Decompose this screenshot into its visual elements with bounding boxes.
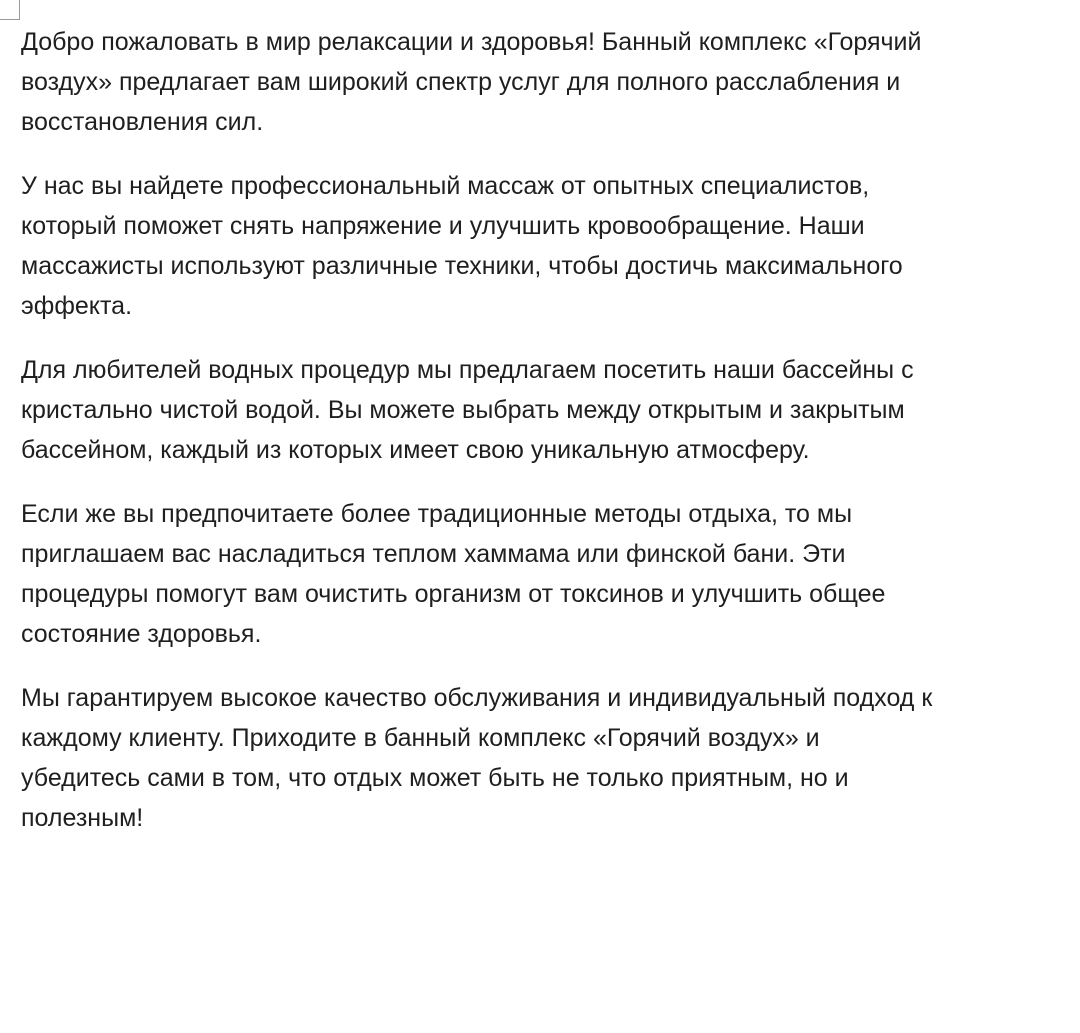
paragraph-guarantee: Мы гарантируем высокое качество обслуживания и индивидуальный подход к каждому клиенту. Приходите в банный комплекс «Горячий воздух» и убедитесь сами в том, что отдых может быть не только приятным, но и полезным! (21, 684, 933, 832)
paragraph-hammam-sauna: Если же вы предпочитаете более традиционные методы отдыха, то мы приглашаем вас насладиться теплом хаммама или финской бани. Эти процедуры помогут вам очистить организм от токсинов и улучшить общее состояние здоровья. (21, 500, 886, 648)
paragraph-massage: У нас вы найдете профессиональный массаж от опытных специалистов, который поможет снять напряжение и улучшить кровообращение. Наши массажисты используют различные техники, чтобы достичь максимального эффекта. (21, 172, 903, 320)
paragraph-welcome: Добро пожаловать в мир релаксации и здоровья! Банный комплекс «Горячий воздух» предлагает вам широкий спектр услуг для полного расслабления и восстановления сил. (21, 28, 922, 136)
page-margin-corner-marker (0, 0, 20, 20)
document-body[interactable] (21, 22, 1080, 862)
paragraph-pools: Для любителей водных процедур мы предлагаем посетить наши бассейны с кристально чистой водой. Вы можете выбрать между открытым и закрытым бассейном, каждый из которых имеет свою уникальную атмосферу. (21, 356, 914, 464)
